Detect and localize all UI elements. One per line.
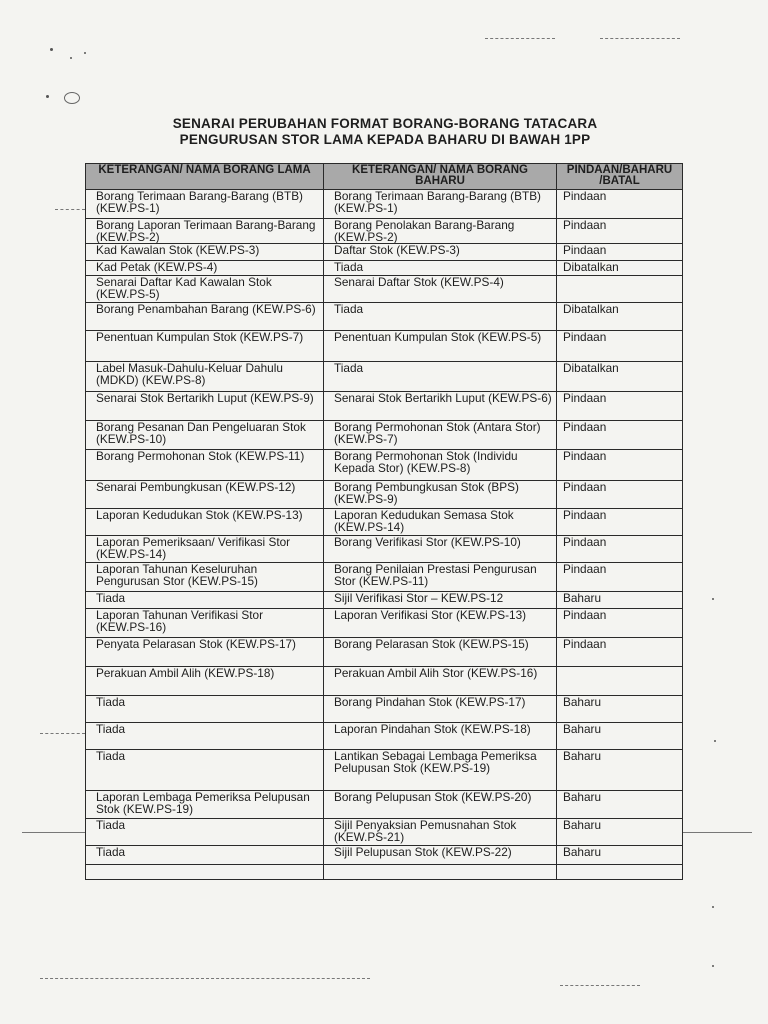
scan-dash — [55, 209, 85, 210]
table-row — [86, 303, 683, 331]
new-form-cell: Laporan Verifikasi Stor (KEW.PS-13) — [324, 609, 557, 638]
old-form-cell: Tiada — [86, 846, 324, 865]
status-cell: Dibatalkan — [557, 362, 683, 392]
table-row — [86, 509, 683, 536]
table-row — [86, 609, 683, 638]
scan-dash — [40, 978, 370, 979]
scan-speck — [714, 740, 716, 742]
old-form-cell: Senarai Daftar Kad Kawalan Stok (KEW.PS-5) — [86, 276, 324, 303]
table-row — [86, 819, 683, 846]
status-cell: Pindaan — [557, 450, 683, 481]
status-cell: Baharu — [557, 846, 683, 865]
new-form-cell: Borang Terimaan Barang-Barang (BTB) (KEW.PS-1) — [324, 190, 557, 219]
old-form-cell: Laporan Tahunan Verifikasi Stor (KEW.PS-16) — [86, 609, 324, 638]
scan-dash — [485, 38, 555, 39]
old-form-cell: Label Masuk-Dahulu-Keluar Dahulu (MDKD) (KEW.PS-8) — [86, 362, 324, 392]
old-form-cell: Penentuan Kumpulan Stok (KEW.PS-7) — [86, 331, 324, 362]
old-form-cell: Perakuan Ambil Alih (KEW.PS-18) — [86, 667, 324, 696]
form-change-table — [85, 163, 683, 880]
table-row — [86, 392, 683, 421]
old-form-cell: Tiada — [86, 750, 324, 791]
new-form-cell: Borang Penilaian Prestasi Pengurusan Stor (KEW.PS-11) — [324, 563, 557, 592]
old-form-cell: Penyata Pelarasan Stok (KEW.PS-17) — [86, 638, 324, 667]
table-row — [86, 244, 683, 261]
status-cell: Baharu — [557, 750, 683, 791]
new-form-cell: Senarai Daftar Stok (KEW.PS-4) — [324, 276, 557, 303]
status-cell: Pindaan — [557, 219, 683, 244]
header-status: PINDAAN/BAHARU /BATAL — [557, 164, 683, 190]
status-cell: Pindaan — [557, 563, 683, 592]
new-form-cell: Borang Pembungkusan Stok (BPS) (KEW.PS-9) — [324, 481, 557, 509]
status-cell: Pindaan — [557, 190, 683, 219]
table-row — [86, 331, 683, 362]
scan-dash — [22, 832, 85, 833]
status-cell: Baharu — [557, 819, 683, 846]
old-form-cell: Laporan Tahunan Keseluruhan Pengurusan Stor (KEW.PS-15) — [86, 563, 324, 592]
scan-dash — [40, 733, 85, 734]
status-cell: Dibatalkan — [557, 303, 683, 331]
old-form-cell: Tiada — [86, 592, 324, 609]
scan-speck — [712, 598, 714, 600]
old-form-cell: Borang Penambahan Barang (KEW.PS-6) — [86, 303, 324, 331]
status-cell — [557, 865, 683, 880]
table-row — [86, 190, 683, 219]
new-form-cell: Senarai Stok Bertarikh Luput (KEW.PS-6) — [324, 392, 557, 421]
new-form-cell: Daftar Stok (KEW.PS-3) — [324, 244, 557, 261]
scan-dash — [600, 38, 680, 39]
table-row — [86, 592, 683, 609]
scan-speck — [70, 57, 72, 59]
table-row — [86, 667, 683, 696]
table-row — [86, 261, 683, 276]
scan-speck — [64, 92, 80, 104]
status-cell: Baharu — [557, 791, 683, 819]
new-form-cell: Tiada — [324, 261, 557, 276]
status-cell: Pindaan — [557, 331, 683, 362]
scan-dash — [560, 985, 640, 986]
new-form-cell: Lantikan Sebagai Lembaga Pemeriksa Pelupusan Stok (KEW.PS-19) — [324, 750, 557, 791]
new-form-cell: Tiada — [324, 303, 557, 331]
table-row — [86, 536, 683, 563]
status-cell: Dibatalkan — [557, 261, 683, 276]
old-form-cell: Borang Permohonan Stok (KEW.PS-11) — [86, 450, 324, 481]
new-form-cell: Sijil Verifikasi Stor – KEW.PS-12 — [324, 592, 557, 609]
status-cell: Pindaan — [557, 392, 683, 421]
old-form-cell: Laporan Kedudukan Stok (KEW.PS-13) — [86, 509, 324, 536]
status-cell — [557, 276, 683, 303]
new-form-cell: Borang Pelupusan Stok (KEW.PS-20) — [324, 791, 557, 819]
new-form-cell: Sijil Pelupusan Stok (KEW.PS-22) — [324, 846, 557, 865]
new-form-cell: Laporan Kedudukan Semasa Stok (KEW.PS-14) — [324, 509, 557, 536]
new-form-cell: Borang Permohonan Stok (Antara Stor) (KEW.PS-7) — [324, 421, 557, 450]
scan-speck — [712, 906, 714, 908]
status-cell: Pindaan — [557, 481, 683, 509]
table-row — [86, 791, 683, 819]
status-cell: Pindaan — [557, 244, 683, 261]
title-line-2: PENGURUSAN STOR LAMA KEPADA BAHARU DI BAWAH 1PP — [179, 132, 591, 147]
table-row — [86, 723, 683, 750]
title-line-1: SENARAI PERUBAHAN FORMAT BORANG-BORANG TATACARA — [172, 116, 598, 131]
scan-speck — [46, 95, 49, 98]
table-row — [86, 481, 683, 509]
old-form-cell: Senarai Stok Bertarikh Luput (KEW.PS-9) — [86, 392, 324, 421]
new-form-cell: Borang Permohonan Stok (Individu Kepada Stor) (KEW.PS-8) — [324, 450, 557, 481]
new-form-cell: Borang Penolakan Barang-Barang (KEW.PS-2) — [324, 219, 557, 244]
old-form-cell: Tiada — [86, 723, 324, 750]
table-row — [86, 276, 683, 303]
scan-dash — [682, 832, 752, 833]
scan-speck — [84, 52, 86, 54]
old-form-cell: Borang Laporan Terimaan Barang-Barang (KEW.PS-2) — [86, 219, 324, 244]
table-row — [86, 638, 683, 667]
new-form-cell: Borang Pindahan Stok (KEW.PS-17) — [324, 696, 557, 723]
old-form-cell: Tiada — [86, 819, 324, 846]
header-old-form: KETERANGAN/ NAMA BORANG LAMA — [86, 164, 324, 190]
table-row — [86, 696, 683, 723]
scan-speck — [50, 48, 53, 51]
old-form-cell: Tiada — [86, 696, 324, 723]
new-form-cell: Penentuan Kumpulan Stok (KEW.PS-5) — [324, 331, 557, 362]
new-form-cell: Tiada — [324, 362, 557, 392]
status-cell: Pindaan — [557, 536, 683, 563]
new-form-cell — [324, 865, 557, 880]
header-new-form: KETERANGAN/ NAMA BORANG BAHARU — [324, 164, 557, 190]
status-cell — [557, 667, 683, 696]
status-cell: Pindaan — [557, 509, 683, 536]
status-cell: Baharu — [557, 696, 683, 723]
new-form-cell: Sijil Penyaksian Pemusnahan Stok (KEW.PS-21) — [324, 819, 557, 846]
status-cell: Baharu — [557, 592, 683, 609]
new-form-cell: Perakuan Ambil Alih Stor (KEW.PS-16) — [324, 667, 557, 696]
old-form-cell: Kad Kawalan Stok (KEW.PS-3) — [86, 244, 324, 261]
scan-speck — [712, 965, 714, 967]
old-form-cell — [86, 865, 324, 880]
table-row — [86, 865, 683, 880]
new-form-cell: Borang Pelarasan Stok (KEW.PS-15) — [324, 638, 557, 667]
table-row — [86, 450, 683, 481]
status-cell: Pindaan — [557, 609, 683, 638]
table-row — [86, 362, 683, 392]
new-form-cell: Borang Verifikasi Stor (KEW.PS-10) — [324, 536, 557, 563]
old-form-cell: Kad Petak (KEW.PS-4) — [86, 261, 324, 276]
new-form-cell: Laporan Pindahan Stok (KEW.PS-18) — [324, 723, 557, 750]
table-header-row — [86, 164, 683, 190]
old-form-cell: Borang Pesanan Dan Pengeluaran Stok (KEW.PS-10) — [86, 421, 324, 450]
old-form-cell: Laporan Lembaga Pemeriksa Pelupusan Stok (KEW.PS-19) — [86, 791, 324, 819]
table-row — [86, 563, 683, 592]
old-form-cell: Senarai Pembungkusan (KEW.PS-12) — [86, 481, 324, 509]
table-row — [86, 219, 683, 244]
document-title — [90, 116, 680, 148]
status-cell: Pindaan — [557, 638, 683, 667]
table-row — [86, 846, 683, 865]
old-form-cell: Laporan Pemeriksaan/ Verifikasi Stor (KEW.PS-14) — [86, 536, 324, 563]
status-cell: Pindaan — [557, 421, 683, 450]
status-cell: Baharu — [557, 723, 683, 750]
table-row — [86, 421, 683, 450]
table-row — [86, 750, 683, 791]
old-form-cell: Borang Terimaan Barang-Barang (BTB) (KEW.PS-1) — [86, 190, 324, 219]
